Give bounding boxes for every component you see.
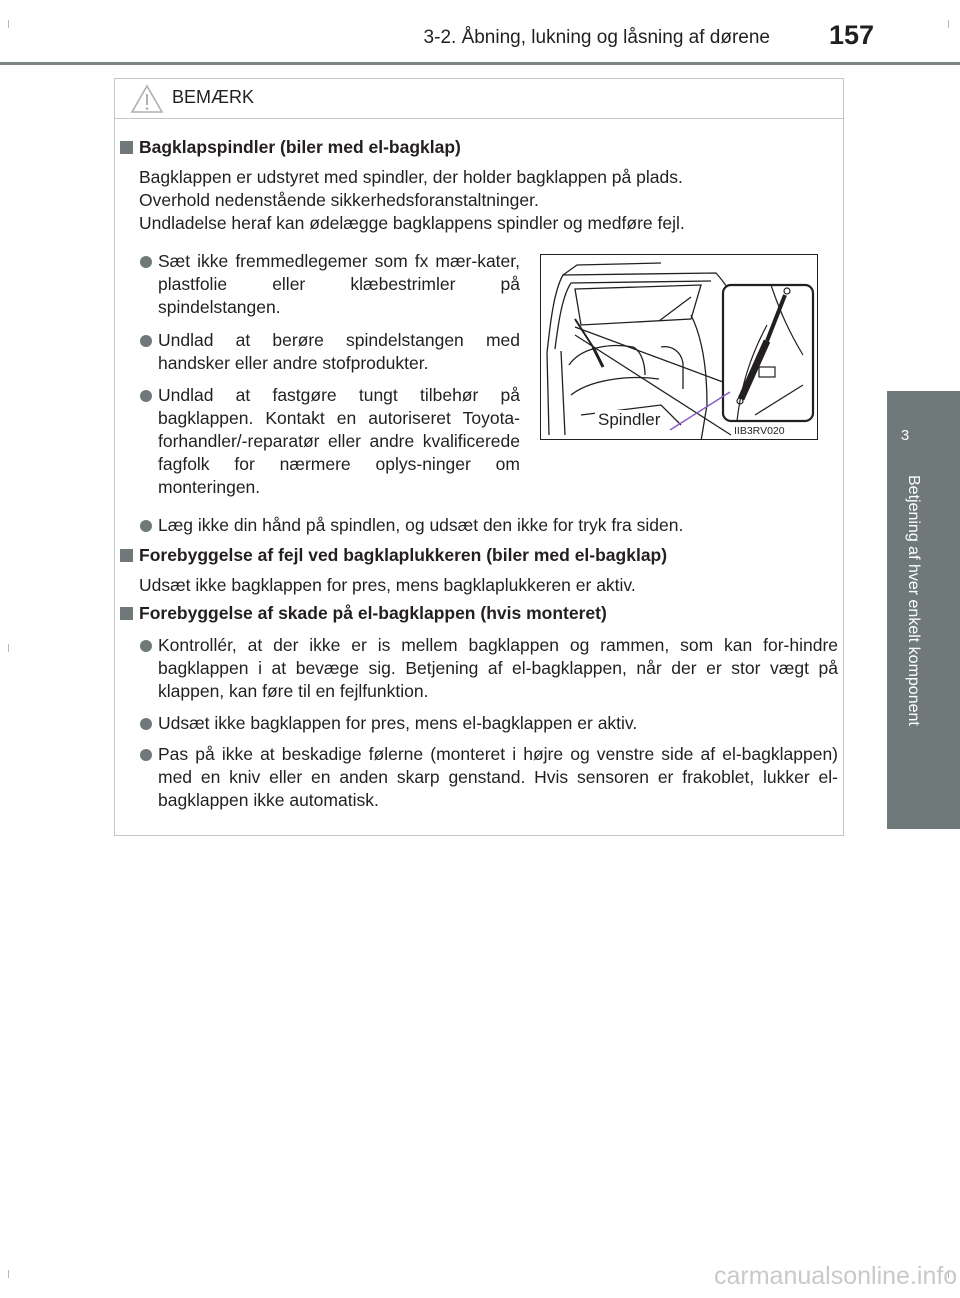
crop-mark — [8, 20, 9, 28]
page-number: 157 — [828, 20, 874, 50]
bullet-dot-icon — [140, 718, 152, 730]
intro-line: Overhold nedenstående sikkerhedsforanstaltninger. — [139, 190, 539, 210]
bullet-dot-icon — [140, 335, 152, 347]
bullet-dot-icon — [140, 640, 152, 652]
intro-line: Bagklappen er udstyret med spindler, der holder bagklappen på plads. — [139, 167, 683, 187]
notice-title: BEMÆRK — [172, 87, 255, 107]
bullet-item: Kontrollér, at der ikke er is mellem bagklappen og rammen, som kan for-hindre bagklappen i at bevæge sig. Betjening af el-bagklappen, når der er stor vægt på klappen, kan føre til en fejlfunktion. — [158, 635, 838, 701]
bullet-item: Sæt ikke fremmedlegemer som fx mær-kater, plastfolie eller klæbestrimler på spindelstangen. — [158, 251, 520, 317]
section-heading: Bagklapspindler (biler med el-bagklap) — [120, 137, 461, 158]
intro-line: Undladelse heraf kan ødelægge bagklappens spindler og medføre fejl. — [139, 213, 685, 233]
section-title: 3-2. Åbning, lukning og låsning af dørene — [423, 27, 770, 48]
section-intro: Udsæt ikke bagklappen for pres, mens bagklaplukkeren er aktiv. — [139, 575, 636, 595]
bullet-dot-icon — [140, 749, 152, 761]
callout-line — [540, 254, 818, 440]
bullet-dot-icon — [140, 520, 152, 532]
section-intro — [139, 166, 839, 235]
chapter-side-tab — [887, 391, 960, 829]
square-bullet-icon — [120, 607, 133, 620]
crop-mark — [8, 1270, 9, 1278]
notice-divider — [115, 118, 843, 119]
section-heading: Forebyggelse af fejl ved bagklaplukkeren (biler med el-bagklap) — [120, 545, 667, 566]
bullet-item: Pas på ikke at beskadige følerne (monteret i højre og venstre side af el-bagklappen) med en kniv eller en anden skarp genstand. Hvis sensoren er frakoblet, lukker el-bagklappen ikke automatisk. — [158, 744, 838, 810]
figure-label: Spindler — [595, 410, 663, 430]
bullet-dot-icon — [140, 390, 152, 402]
bullet-dot-icon — [140, 256, 152, 268]
bullet-item: Udsæt ikke bagklappen for pres, mens el-bagklappen er aktiv. — [158, 713, 638, 733]
watermark: carmanualsonline.info — [714, 1262, 958, 1290]
bullet-item: Undlad at fastgøre tungt tilbehør på bagklappen. Kontakt en autoriseret Toyota-forhandler/-reparatør eller andre kvalificerede fagfolk for nærmere oplys-ninger om monteringen. — [158, 385, 520, 497]
header-rule — [0, 62, 960, 65]
square-bullet-icon — [120, 141, 133, 154]
crop-mark — [8, 644, 9, 652]
square-bullet-icon — [120, 549, 133, 562]
section-heading: Forebyggelse af skade på el-bagklappen (hvis monteret) — [120, 603, 607, 624]
chapter-number: 3 — [900, 427, 910, 444]
warning-triangle-icon — [130, 84, 164, 114]
bullet-item: Undlad at berøre spindelstangen med handsker eller andre stofprodukter. — [158, 330, 520, 373]
bullet-item: Læg ikke din hånd på spindlen, og udsæt den ikke for tryk fra siden. — [158, 515, 684, 535]
figure-code: IIB3RV020 — [734, 425, 785, 437]
crop-mark — [948, 20, 949, 28]
chapter-title: Betjening af hver enkelt komponent — [905, 475, 922, 726]
